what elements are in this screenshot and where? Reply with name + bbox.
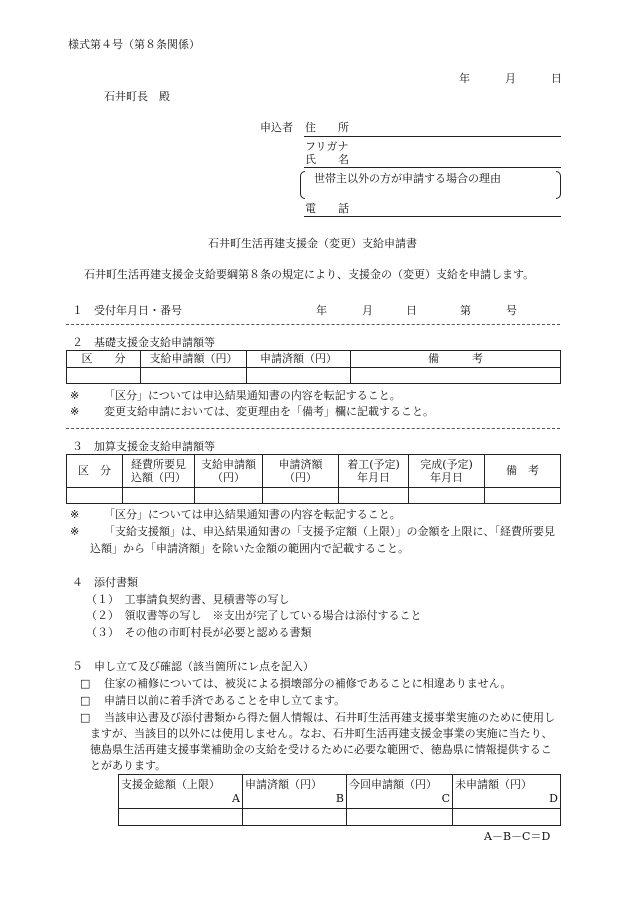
- note-text: 「区分」については申込結果通知書の内容を転記すること。: [104, 508, 401, 521]
- cell-completion-date[interactable]: [409, 488, 485, 504]
- cell-unapplied-amount[interactable]: [453, 809, 561, 826]
- amount-summary-table: [118, 774, 561, 826]
- col-header-total-support: 支援金総額（上限） A: [119, 775, 243, 809]
- col-header-category: 区 分: [67, 455, 123, 488]
- cell-category[interactable]: [67, 488, 123, 504]
- col-header-apply-amount: 支給申請額（円）: [141, 351, 247, 368]
- name-label: 氏 名: [305, 153, 349, 166]
- declaration-text: 住家の補修については、被災による損壊部分の補修であることに相違ありません。: [104, 677, 512, 690]
- cell-applied-amount[interactable]: [247, 368, 351, 384]
- section1-go: 号: [506, 304, 517, 317]
- col-header-applied-amount: 申請済額 （円）: [263, 455, 339, 488]
- col-header-remarks: 備 考: [351, 351, 561, 368]
- note-text: 変更支給申請においては、変更理由を「備考」欄に記載すること。: [104, 405, 434, 418]
- form-number: 様式第４号（第８条関係）: [68, 38, 200, 51]
- section1-month: 月: [362, 304, 373, 317]
- checkbox[interactable]: □: [80, 677, 91, 690]
- date-year: 年: [459, 72, 470, 85]
- declaration-text: 当該申込書及び添付書類から得た個人情報は、石井町生活再建支援事業実施のために使用し: [104, 711, 555, 724]
- address-label: 住 所: [305, 121, 349, 134]
- section3-label: ３ 加算支援金支給申請額等: [72, 440, 215, 453]
- cell-apply-amount[interactable]: [195, 488, 263, 504]
- col-header-applied-amount: 申請済額（円） B: [243, 775, 347, 809]
- section1-label: １ 受付年月日・番号: [72, 304, 182, 317]
- col-header-applied-amount: 申請済額（円）: [247, 351, 351, 368]
- document-title: 石井町生活再建支援金（変更）支給申請書: [208, 237, 417, 250]
- cell-current-amount[interactable]: [347, 809, 453, 826]
- declaration-text: ますが、当該目的以外には使用しません。なお、石井町生活再建支援金事業の実施に当たり、: [90, 727, 553, 740]
- basic-support-table: [66, 350, 561, 384]
- intro-text: 石井町生活再建支援金支給要綱第８条の規定により、支援金の（変更）支給を申請します。: [84, 268, 535, 281]
- address-line: [304, 136, 561, 137]
- formula: A－B－C＝D: [484, 830, 551, 843]
- phone-line: [304, 216, 561, 217]
- col-header-start-date: 着工(予定) 年月日: [339, 455, 409, 488]
- checkbox[interactable]: □: [80, 711, 91, 724]
- phone-label: 電 話: [305, 202, 349, 215]
- date-day: 日: [551, 72, 562, 85]
- note-mark: ※: [70, 508, 80, 521]
- cell-remarks[interactable]: [485, 488, 561, 504]
- cell-estimated-cost[interactable]: [123, 488, 195, 504]
- section2-label: ２ 基礎支援金支給申請額等: [72, 336, 215, 349]
- reason-bracket-right: [556, 171, 561, 199]
- reason-bracket-left: [300, 171, 305, 199]
- section5-label: ５ 申し立て及び確認（該当箇所にレ点を記入）: [72, 660, 314, 673]
- section1-year: 年: [316, 304, 327, 317]
- addressee: 石井町長 殿: [104, 90, 170, 103]
- col-header-apply-amount: 支給申請額 （円）: [195, 455, 263, 488]
- note-text: 「区分」については申込結果通知書の内容を転記すること。: [104, 389, 401, 402]
- col-header-remarks: 備 考: [485, 455, 561, 488]
- col-header-current-amount: 今回申請額（円） C: [347, 775, 453, 809]
- section4-label: ４ 添付書類: [72, 576, 138, 589]
- cell-total-support[interactable]: [119, 809, 243, 826]
- section1-day: 日: [406, 304, 417, 317]
- cell-apply-amount[interactable]: [141, 368, 247, 384]
- cell-remarks[interactable]: [351, 368, 561, 384]
- declaration-text: 徳島県生活再建支援事業補助金の支給を受けるために必要な範囲で、徳島県に情報提供するこ: [90, 743, 552, 756]
- col-header-unapplied-amount: 未申請額（円） D: [453, 775, 561, 809]
- attachment-item: （１） 工事請負契約書、見積書等の写し: [86, 593, 290, 606]
- cell-applied-amount[interactable]: [263, 488, 339, 504]
- cell-start-date[interactable]: [339, 488, 409, 504]
- reason-label: 世帯主以外の方が申請する場合の理由: [314, 172, 501, 185]
- col-header-completion-date: 完成(予定) 年月日: [409, 455, 485, 488]
- additional-support-table: [66, 454, 561, 504]
- note-text: 「支給支援額」は、申込結果通知書の「支援予定額（上限）」の金額を上限に、「経費所要見: [104, 525, 555, 538]
- attachment-item: （２） 領収書等の写し ※支出が完了している場合は添付すること: [86, 609, 422, 622]
- note-mark: ※: [70, 389, 80, 402]
- divider-2: [66, 428, 560, 429]
- note-mark: ※: [70, 405, 80, 418]
- date-month: 月: [505, 72, 516, 85]
- name-line: [304, 167, 561, 168]
- furigana-label: フリガナ: [305, 140, 349, 153]
- note-text-continued: 込額」から「申請済額」を除いた金額の範囲内で記載すること。: [90, 542, 409, 555]
- applicant-label: 申込者: [260, 121, 293, 134]
- cell-category[interactable]: [67, 368, 141, 384]
- col-header-category: 区 分: [67, 351, 141, 368]
- attachment-item: （３） その他の市町村長が必要と認める書類: [86, 626, 312, 639]
- note-mark: ※: [70, 525, 80, 538]
- divider-1: [66, 324, 560, 325]
- declaration-text: とがあります。: [90, 759, 167, 772]
- cell-applied-amount[interactable]: [243, 809, 347, 826]
- col-header-estimated-cost: 経費所要見 込額（円）: [123, 455, 195, 488]
- section1-dai: 第: [460, 304, 471, 317]
- checkbox[interactable]: □: [80, 694, 91, 707]
- declaration-text: 申請日以前に着手済であることを申し立てます。: [104, 694, 346, 707]
